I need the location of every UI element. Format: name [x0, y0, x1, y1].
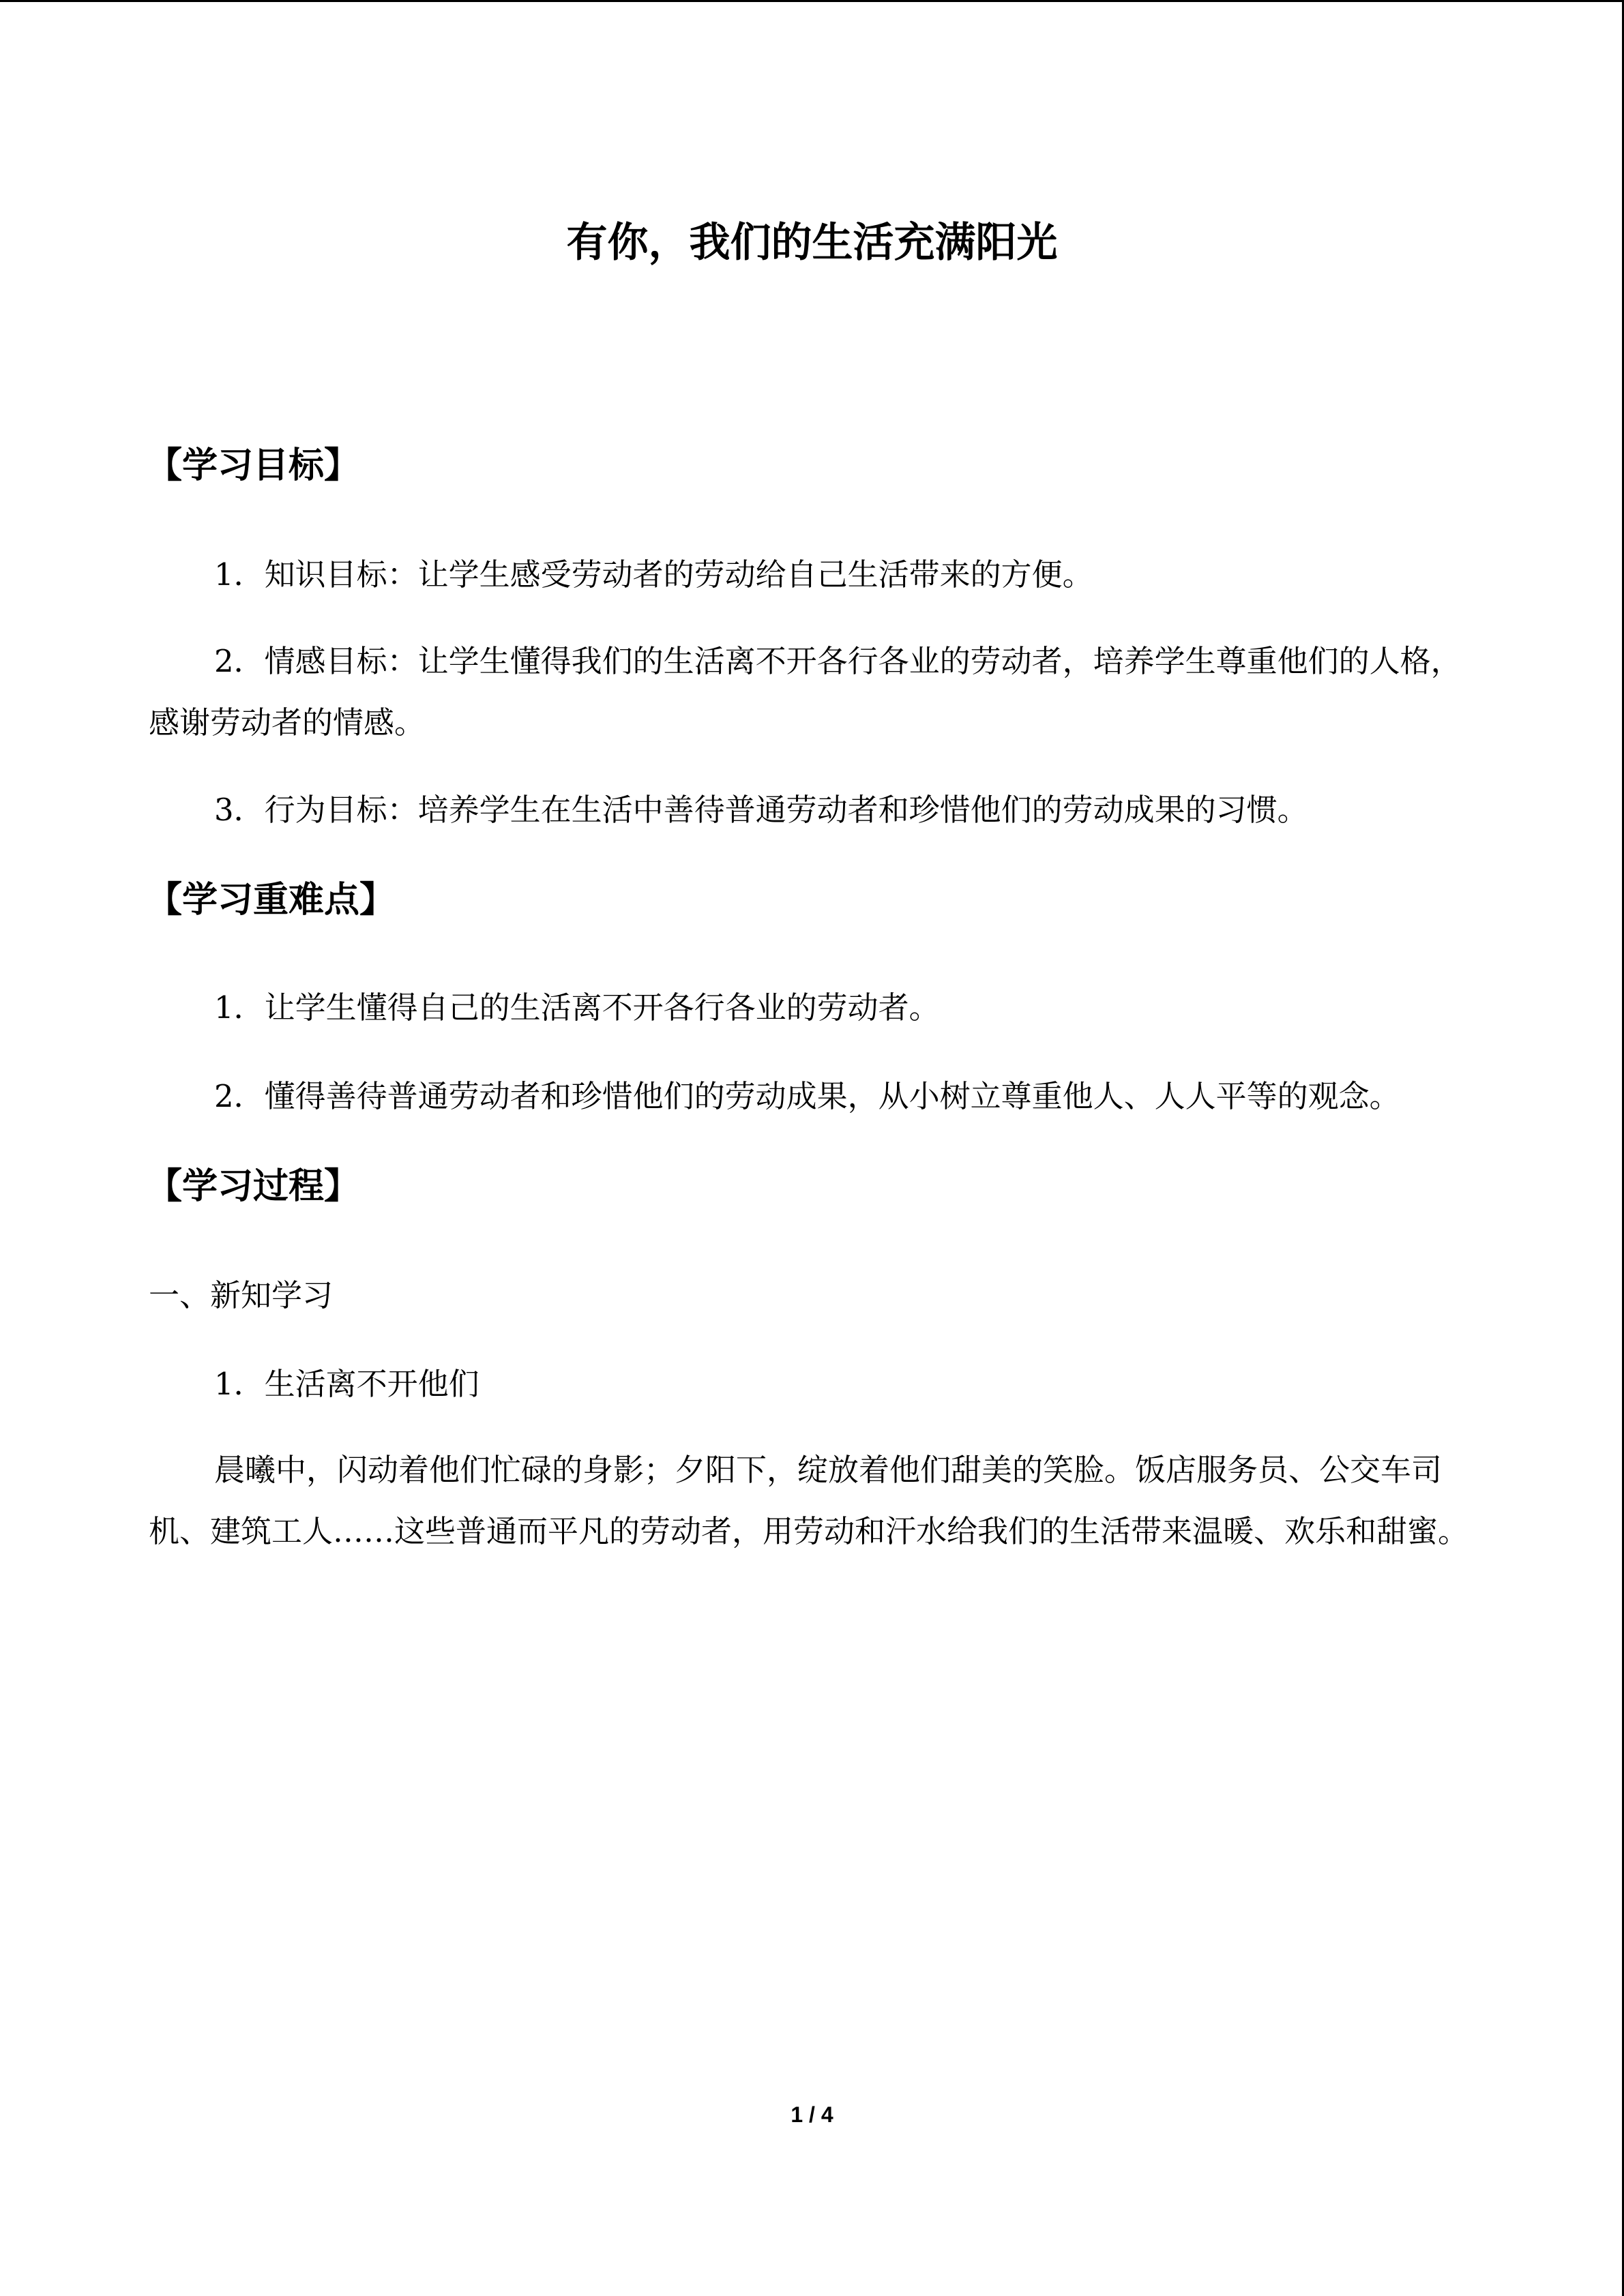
- process-body-paragraph: 晨曦中，闪动着他们忙碌的身影；夕阳下，绽放着他们甜美的笑脸。饭店服务员、公交车司机、建筑工人……这些普通而平凡的劳动者，用劳动和汗水给我们的生活带来温暖、欢乐和甜蜜。: [149, 1452, 1469, 1549]
- section-heading-key-points: 【学习重难点】: [147, 879, 396, 921]
- process-item-title: 1．生活离不开他们: [214, 1366, 479, 1402]
- page-title: 有你，我们的生活充满阳光: [566, 219, 1058, 267]
- objective-item-behavior: 3．行为目标：培养学生在生活中善待普通劳动者和珍惜他们的劳动成果的习惯。: [214, 792, 1308, 828]
- key-point-item-1: 1．让学生懂得自己的生活离不开各行各业的劳动者。: [214, 989, 940, 1026]
- objective-item-emotion: 2．情感目标：让学生懂得我们的生活离不开各行各业的劳动者，培养学生尊重他们的人格，感谢劳动者的情感。: [149, 643, 1462, 741]
- page-indicator: 1 / 4: [791, 2102, 833, 2127]
- section-heading-process: 【学习过程】: [147, 1165, 360, 1207]
- process-subheading: 一、新知学习: [149, 1277, 334, 1313]
- section-heading-objectives: 【学习目标】: [147, 445, 360, 486]
- objective-item-knowledge: 1．知识目标：让学生感受劳动者的劳动给自己生活带来的方便。: [214, 556, 1093, 593]
- key-point-item-2: 2．懂得善待普通劳动者和珍惜他们的劳动成果，从小树立尊重他人、人人平等的观念。: [214, 1078, 1400, 1114]
